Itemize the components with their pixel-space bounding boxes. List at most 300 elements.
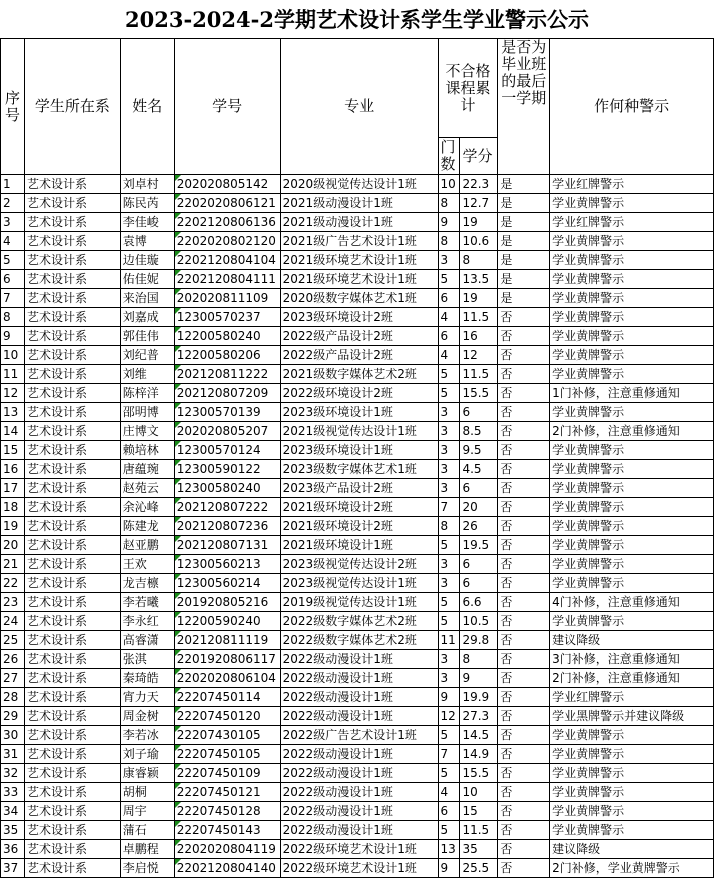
cell-dept: 艺术设计系: [24, 517, 120, 536]
cell-warning: 学业黄牌警示: [550, 555, 714, 574]
cell-name: 胡桐: [120, 783, 174, 802]
cell-major: 2021级视觉传达设计1班: [280, 422, 438, 441]
cell-dept: 艺术设计系: [24, 251, 120, 270]
cell-credits: 8: [460, 251, 498, 270]
table-row: [1, 707, 714, 726]
cell-seq: 23: [1, 593, 25, 612]
cell-graduating: 是: [498, 289, 550, 308]
cell-warning: 1门补修，注意重修通知: [550, 384, 714, 403]
cell-major: 2021级环境设计1班: [280, 536, 438, 555]
cell-count: 3: [438, 479, 460, 498]
cell-student-id: 22207450128: [174, 802, 280, 821]
cell-count: 4: [438, 783, 460, 802]
cell-credits: 20: [460, 498, 498, 517]
cell-dept: 艺术设计系: [24, 612, 120, 631]
cell-student-id: 12300560214: [174, 574, 280, 593]
cell-credits: 12: [460, 346, 498, 365]
header-credits: 学分: [460, 138, 498, 175]
table-row: [1, 783, 714, 802]
cell-warning: 学业黄牌警示: [550, 403, 714, 422]
cell-graduating: 否: [498, 327, 550, 346]
table-row: [1, 745, 714, 764]
cell-credits: 12.7: [460, 194, 498, 213]
cell-dept: 艺术设计系: [24, 821, 120, 840]
table-row: [1, 346, 714, 365]
cell-major: 2021级环境艺术设计1班: [280, 270, 438, 289]
cell-name: 李启悦: [120, 859, 174, 878]
cell-seq: 37: [1, 859, 25, 878]
cell-student-id: 2202020806104: [174, 669, 280, 688]
cell-major: 2022级环境艺术设计1班: [280, 840, 438, 859]
cell-graduating: 否: [498, 346, 550, 365]
cell-warning: 建议降级: [550, 840, 714, 859]
cell-dept: 艺术设计系: [24, 213, 120, 232]
cell-name: 宵力天: [120, 688, 174, 707]
cell-warning: 学业黄牌警示: [550, 460, 714, 479]
cell-student-id: 2202120804140: [174, 859, 280, 878]
cell-major: 2021级动漫设计1班: [280, 194, 438, 213]
cell-major: 2023级视觉传达设计1班: [280, 574, 438, 593]
cell-major: 2022级数字媒体艺术2班: [280, 631, 438, 650]
cell-student-id: 202120807222: [174, 498, 280, 517]
cell-name: 陈建龙: [120, 517, 174, 536]
cell-student-id: 2202120804111: [174, 270, 280, 289]
cell-dept: 艺术设计系: [24, 631, 120, 650]
cell-major: 2020级视觉传达设计1班: [280, 175, 438, 194]
cell-student-id: 202020805207: [174, 422, 280, 441]
cell-count: 5: [438, 536, 460, 555]
cell-graduating: 否: [498, 688, 550, 707]
cell-count: 3: [438, 650, 460, 669]
cell-major: 2022级动漫设计1班: [280, 764, 438, 783]
table-row: [1, 194, 714, 213]
cell-student-id: 12300590122: [174, 460, 280, 479]
cell-graduating: 否: [498, 498, 550, 517]
cell-graduating: 否: [498, 555, 550, 574]
cell-credits: 10: [460, 783, 498, 802]
table-row: [1, 213, 714, 232]
cell-credits: 8: [460, 650, 498, 669]
cell-graduating: 否: [498, 517, 550, 536]
cell-warning: 学业黄牌警示: [550, 327, 714, 346]
cell-warning: 学业黄牌警示: [550, 517, 714, 536]
cell-major: 2021级环境设计2班: [280, 498, 438, 517]
cell-count: 3: [438, 669, 460, 688]
cell-major: 2020级数字媒体艺术1班: [280, 289, 438, 308]
cell-dept: 艺术设计系: [24, 688, 120, 707]
cell-credits: 9: [460, 669, 498, 688]
table-row: [1, 726, 714, 745]
cell-credits: 6.6: [460, 593, 498, 612]
cell-warning: 学业黑牌警示并建议降级: [550, 707, 714, 726]
cell-name: 陈梓洋: [120, 384, 174, 403]
cell-name: 唐蕴琬: [120, 460, 174, 479]
table-row: [1, 479, 714, 498]
cell-seq: 8: [1, 308, 25, 327]
cell-warning: 学业黄牌警示: [550, 232, 714, 251]
cell-student-id: 12300580240: [174, 479, 280, 498]
cell-major: 2021级环境艺术设计1班: [280, 251, 438, 270]
cell-name: 周金树: [120, 707, 174, 726]
cell-count: 7: [438, 745, 460, 764]
cell-warning: 学业黄牌警示: [550, 821, 714, 840]
cell-major: 2022级环境设计2班: [280, 384, 438, 403]
cell-student-id: 22207450109: [174, 764, 280, 783]
table-row: [1, 650, 714, 669]
cell-name: 陈民芮: [120, 194, 174, 213]
cell-seq: 5: [1, 251, 25, 270]
cell-name: 卓鹏程: [120, 840, 174, 859]
table-row: [1, 688, 714, 707]
cell-student-id: 2202020802120: [174, 232, 280, 251]
cell-student-id: 12300570237: [174, 308, 280, 327]
cell-warning: 学业黄牌警示: [550, 745, 714, 764]
cell-graduating: 否: [498, 650, 550, 669]
cell-student-id: 22207450105: [174, 745, 280, 764]
cell-count: 3: [438, 555, 460, 574]
cell-major: 2022级动漫设计1班: [280, 650, 438, 669]
cell-graduating: 否: [498, 536, 550, 555]
cell-student-id: 22207450120: [174, 707, 280, 726]
cell-name: 赵亚鹏: [120, 536, 174, 555]
cell-name: 李若冰: [120, 726, 174, 745]
cell-warning: 2门补修，注意重修通知: [550, 422, 714, 441]
cell-major: 2023级环境设计1班: [280, 403, 438, 422]
cell-graduating: 否: [498, 783, 550, 802]
cell-seq: 29: [1, 707, 25, 726]
cell-name: 赖培林: [120, 441, 174, 460]
cell-count: 3: [438, 574, 460, 593]
header-row: [1, 39, 714, 138]
cell-seq: 10: [1, 346, 25, 365]
cell-credits: 11.5: [460, 821, 498, 840]
cell-graduating: 是: [498, 232, 550, 251]
cell-major: 2022级动漫设计1班: [280, 821, 438, 840]
table-row: [1, 821, 714, 840]
cell-major: 2023级产品设计2班: [280, 479, 438, 498]
cell-seq: 6: [1, 270, 25, 289]
cell-graduating: 否: [498, 384, 550, 403]
cell-name: 刘子瑜: [120, 745, 174, 764]
cell-warning: 学业黄牌警示: [550, 289, 714, 308]
cell-major: 2022级数字媒体艺术2班: [280, 612, 438, 631]
page-title: 2023-2024-2学期艺术设计系学生学业警示公示: [125, 7, 589, 32]
cell-seq: 19: [1, 517, 25, 536]
cell-dept: 艺术设计系: [24, 308, 120, 327]
cell-major: 2022级动漫设计1班: [280, 707, 438, 726]
cell-name: 边佳璇: [120, 251, 174, 270]
cell-name: 赵苑云: [120, 479, 174, 498]
cell-warning: 学业黄牌警示: [550, 764, 714, 783]
cell-dept: 艺术设计系: [24, 859, 120, 878]
cell-major: 2022级产品设计2班: [280, 346, 438, 365]
cell-major: 2022级动漫设计1班: [280, 745, 438, 764]
cell-dept: 艺术设计系: [24, 346, 120, 365]
table-row: [1, 555, 714, 574]
cell-graduating: 否: [498, 840, 550, 859]
cell-dept: 艺术设计系: [24, 479, 120, 498]
cell-count: 3: [438, 251, 460, 270]
cell-credits: 15.5: [460, 764, 498, 783]
cell-major: 2023级视觉传达设计2班: [280, 555, 438, 574]
cell-dept: 艺术设计系: [24, 403, 120, 422]
cell-seq: 1: [1, 175, 25, 194]
cell-credits: 14.5: [460, 726, 498, 745]
cell-graduating: 否: [498, 612, 550, 631]
cell-credits: 10.6: [460, 232, 498, 251]
cell-credits: 6: [460, 479, 498, 498]
table-row: [1, 593, 714, 612]
cell-credits: 13.5: [460, 270, 498, 289]
cell-seq: 16: [1, 460, 25, 479]
cell-major: 2023级环境设计1班: [280, 441, 438, 460]
cell-student-id: 2202120806136: [174, 213, 280, 232]
header-student-id: 学号: [174, 39, 280, 175]
cell-count: 9: [438, 688, 460, 707]
cell-dept: 艺术设计系: [24, 175, 120, 194]
cell-dept: 艺术设计系: [24, 802, 120, 821]
cell-graduating: 否: [498, 403, 550, 422]
cell-count: 9: [438, 859, 460, 878]
cell-graduating: 否: [498, 859, 550, 878]
table-row: [1, 422, 714, 441]
cell-name: 李若曦: [120, 593, 174, 612]
cell-name: 龙吉檩: [120, 574, 174, 593]
header-seq: 序号: [1, 39, 25, 175]
cell-credits: 26: [460, 517, 498, 536]
header-graduating: 是否为毕业班的最后一学期: [498, 39, 550, 175]
cell-graduating: 否: [498, 631, 550, 650]
cell-seq: 17: [1, 479, 25, 498]
cell-student-id: 202120811119: [174, 631, 280, 650]
cell-count: 3: [438, 422, 460, 441]
cell-name: 蒲石: [120, 821, 174, 840]
cell-name: 佑佳妮: [120, 270, 174, 289]
cell-seq: 30: [1, 726, 25, 745]
cell-credits: 15: [460, 802, 498, 821]
cell-dept: 艺术设计系: [24, 498, 120, 517]
cell-count: 5: [438, 612, 460, 631]
cell-warning: 学业黄牌警示: [550, 726, 714, 745]
cell-graduating: 否: [498, 821, 550, 840]
cell-student-id: 2202020806121: [174, 194, 280, 213]
cell-warning: 2门补修，学业黄牌警示: [550, 859, 714, 878]
cell-count: 4: [438, 308, 460, 327]
table-row: [1, 631, 714, 650]
header-count: 门数: [438, 138, 460, 175]
cell-credits: 16: [460, 327, 498, 346]
cell-warning: 学业红牌警示: [550, 213, 714, 232]
table-row: [1, 859, 714, 878]
cell-student-id: 202120811222: [174, 365, 280, 384]
cell-seq: 31: [1, 745, 25, 764]
cell-warning: 学业黄牌警示: [550, 270, 714, 289]
header-warning: 作何种警示: [550, 39, 714, 175]
table-row: [1, 498, 714, 517]
cell-seq: 36: [1, 840, 25, 859]
cell-warning: 学业黄牌警示: [550, 251, 714, 270]
cell-credits: 19: [460, 213, 498, 232]
cell-student-id: 202120807131: [174, 536, 280, 555]
cell-warning: 学业黄牌警示: [550, 783, 714, 802]
cell-name: 余沁峰: [120, 498, 174, 517]
cell-seq: 3: [1, 213, 25, 232]
cell-graduating: 否: [498, 574, 550, 593]
cell-count: 10: [438, 175, 460, 194]
cell-name: 李佳峻: [120, 213, 174, 232]
cell-dept: 艺术设计系: [24, 593, 120, 612]
cell-warning: 学业黄牌警示: [550, 365, 714, 384]
cell-seq: 21: [1, 555, 25, 574]
cell-student-id: 12300570139: [174, 403, 280, 422]
cell-name: 秦琦皓: [120, 669, 174, 688]
cell-graduating: 否: [498, 479, 550, 498]
cell-seq: 15: [1, 441, 25, 460]
cell-count: 12: [438, 707, 460, 726]
cell-name: 刘纪普: [120, 346, 174, 365]
cell-credits: 11.5: [460, 365, 498, 384]
cell-major: 2021级动漫设计1班: [280, 213, 438, 232]
cell-count: 8: [438, 517, 460, 536]
cell-student-id: 2201920806117: [174, 650, 280, 669]
cell-credits: 8.5: [460, 422, 498, 441]
table-row: [1, 251, 714, 270]
table-row: [1, 764, 714, 783]
cell-count: 4: [438, 346, 460, 365]
cell-count: 5: [438, 726, 460, 745]
cell-seq: 33: [1, 783, 25, 802]
warning-table: [0, 38, 714, 878]
cell-dept: 艺术设计系: [24, 270, 120, 289]
cell-student-id: 202020805142: [174, 175, 280, 194]
cell-graduating: 否: [498, 802, 550, 821]
table-row: [1, 802, 714, 821]
cell-count: 3: [438, 403, 460, 422]
cell-student-id: 22207450121: [174, 783, 280, 802]
cell-warning: 学业黄牌警示: [550, 479, 714, 498]
cell-student-id: 22207450114: [174, 688, 280, 707]
cell-credits: 25.5: [460, 859, 498, 878]
cell-warning: 学业黄牌警示: [550, 612, 714, 631]
cell-seq: 4: [1, 232, 25, 251]
cell-count: 13: [438, 840, 460, 859]
cell-seq: 34: [1, 802, 25, 821]
cell-student-id: 12300570124: [174, 441, 280, 460]
cell-dept: 艺术设计系: [24, 764, 120, 783]
cell-graduating: 否: [498, 460, 550, 479]
cell-credits: 6: [460, 403, 498, 422]
table-row: [1, 536, 714, 555]
cell-seq: 9: [1, 327, 25, 346]
cell-graduating: 否: [498, 764, 550, 783]
cell-warning: 学业红牌警示: [550, 175, 714, 194]
cell-graduating: 是: [498, 213, 550, 232]
cell-major: 2021级环境设计2班: [280, 517, 438, 536]
cell-major: 2022级产品设计2班: [280, 327, 438, 346]
cell-student-id: 12200580240: [174, 327, 280, 346]
cell-warning: 建议降级: [550, 631, 714, 650]
cell-name: 刘嘉成: [120, 308, 174, 327]
cell-credits: 15.5: [460, 384, 498, 403]
cell-major: 2022级环境艺术设计1班: [280, 859, 438, 878]
cell-dept: 艺术设计系: [24, 840, 120, 859]
table-row: [1, 270, 714, 289]
cell-count: 5: [438, 764, 460, 783]
cell-seq: 35: [1, 821, 25, 840]
table-row: [1, 327, 714, 346]
table-row: [1, 612, 714, 631]
cell-count: 5: [438, 270, 460, 289]
cell-count: 5: [438, 821, 460, 840]
table-row: [1, 365, 714, 384]
cell-credits: 6: [460, 574, 498, 593]
cell-credits: 22.3: [460, 175, 498, 194]
cell-name: 刘卓村: [120, 175, 174, 194]
cell-warning: 4门补修，注意重修通知: [550, 593, 714, 612]
cell-dept: 艺术设计系: [24, 536, 120, 555]
cell-graduating: 否: [498, 726, 550, 745]
cell-count: 7: [438, 498, 460, 517]
cell-dept: 艺术设计系: [24, 232, 120, 251]
table-row: [1, 441, 714, 460]
cell-major: 2022级动漫设计1班: [280, 802, 438, 821]
cell-credits: 19.5: [460, 536, 498, 555]
cell-major: 2021级广告艺术设计1班: [280, 232, 438, 251]
cell-name: 庄博文: [120, 422, 174, 441]
cell-name: 康睿颖: [120, 764, 174, 783]
header-dept: 学生所在系: [24, 39, 120, 175]
cell-credits: 10.5: [460, 612, 498, 631]
cell-major: 2022级动漫设计1班: [280, 783, 438, 802]
cell-seq: 2: [1, 194, 25, 213]
cell-dept: 艺术设计系: [24, 441, 120, 460]
cell-count: 3: [438, 460, 460, 479]
cell-graduating: 否: [498, 441, 550, 460]
cell-credits: 6: [460, 555, 498, 574]
table-row: [1, 460, 714, 479]
cell-seq: 26: [1, 650, 25, 669]
cell-warning: 学业红牌警示: [550, 688, 714, 707]
cell-seq: 27: [1, 669, 25, 688]
cell-credits: 19: [460, 289, 498, 308]
cell-graduating: 否: [498, 593, 550, 612]
cell-dept: 艺术设计系: [24, 707, 120, 726]
cell-name: 周宇: [120, 802, 174, 821]
cell-dept: 艺术设计系: [24, 365, 120, 384]
cell-count: 8: [438, 232, 460, 251]
table-row: [1, 232, 714, 251]
cell-graduating: 否: [498, 308, 550, 327]
cell-dept: 艺术设计系: [24, 289, 120, 308]
cell-graduating: 是: [498, 251, 550, 270]
cell-graduating: 否: [498, 365, 550, 384]
cell-credits: 11.5: [460, 308, 498, 327]
cell-seq: 18: [1, 498, 25, 517]
cell-graduating: 否: [498, 669, 550, 688]
cell-student-id: 22207430105: [174, 726, 280, 745]
cell-seq: 7: [1, 289, 25, 308]
cell-seq: 20: [1, 536, 25, 555]
cell-credits: 29.8: [460, 631, 498, 650]
cell-dept: 艺术设计系: [24, 669, 120, 688]
cell-dept: 艺术设计系: [24, 327, 120, 346]
cell-warning: 学业黄牌警示: [550, 536, 714, 555]
cell-seq: 22: [1, 574, 25, 593]
cell-major: 2022级动漫设计1班: [280, 669, 438, 688]
cell-seq: 25: [1, 631, 25, 650]
cell-student-id: 202120807209: [174, 384, 280, 403]
header-failed-courses: 不合格课程累计: [438, 39, 498, 138]
